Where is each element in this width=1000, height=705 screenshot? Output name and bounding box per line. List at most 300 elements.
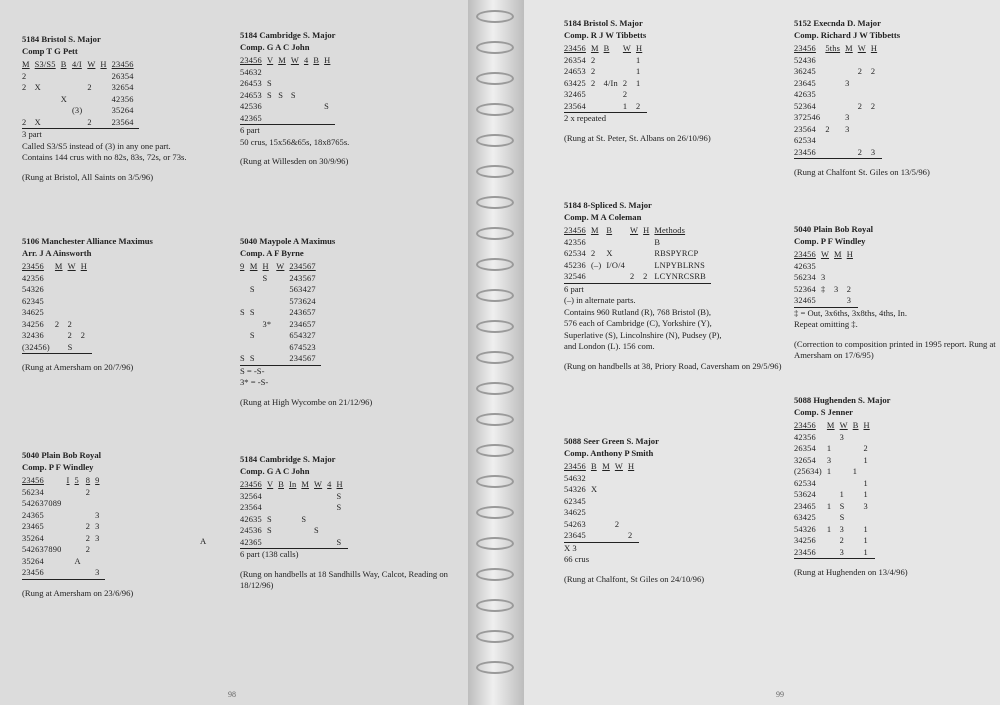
table-cell: 1 xyxy=(826,524,832,534)
table-row xyxy=(240,90,335,102)
table-row xyxy=(240,491,348,503)
table-cell: S xyxy=(839,501,845,511)
table-row xyxy=(22,307,92,319)
composition-note: (–) in alternate parts. xyxy=(564,295,636,305)
table-cell: 32465 xyxy=(794,295,821,307)
table-cell: 23564 xyxy=(564,101,591,113)
spiral-ring xyxy=(476,351,514,364)
column-header: B xyxy=(603,44,610,53)
table-row xyxy=(240,525,348,537)
table-cell xyxy=(313,113,324,125)
table-cell xyxy=(840,443,853,455)
table-cell: 243567 xyxy=(289,273,316,283)
table-cell: 26354 xyxy=(794,444,816,453)
table-cell: 23564 xyxy=(240,503,262,512)
table-cell: 54326 xyxy=(564,485,586,494)
spiral-ring xyxy=(476,630,514,643)
column-header: 8 xyxy=(85,476,91,485)
spiral-ring xyxy=(476,41,514,54)
spiral-ring xyxy=(476,413,514,426)
column-header: W xyxy=(857,44,866,53)
composition-note: S = -S- xyxy=(240,365,265,376)
table-cell xyxy=(858,124,871,136)
table-cell xyxy=(591,530,602,542)
table-cell xyxy=(825,101,845,113)
table-cell xyxy=(871,112,882,124)
table-cell xyxy=(55,284,68,296)
column-header: W xyxy=(839,421,848,430)
table-cell xyxy=(75,533,86,545)
table-cell xyxy=(72,71,87,83)
table-cell: 674523 xyxy=(289,342,316,352)
calling-table xyxy=(794,420,875,559)
table-cell xyxy=(845,135,858,147)
spiral-ring xyxy=(476,320,514,333)
table-cell xyxy=(276,296,289,308)
table-cell: 3 xyxy=(834,284,839,294)
composer-line: Comp. M A Coleman xyxy=(564,211,642,222)
table-cell xyxy=(86,510,95,522)
column-header: 4 xyxy=(303,56,309,65)
table-cell: 53624 xyxy=(794,490,816,499)
calling-table xyxy=(22,475,105,580)
table-header-row xyxy=(240,479,348,491)
table-cell xyxy=(630,237,643,249)
table-cell: 4/In xyxy=(603,78,618,88)
table-cell xyxy=(250,296,263,308)
table-cell xyxy=(858,112,871,124)
peal-footer: (Rung on handbells at 18 Sandhills Way, Calcot, Reading on 18/12/96) xyxy=(240,568,448,590)
composition-title: 5040 Maypole A Maximus xyxy=(240,236,336,246)
table-cell: (25634) xyxy=(794,467,822,476)
table-cell xyxy=(276,284,289,296)
spiral-ring xyxy=(476,289,514,302)
table-cell: 3 xyxy=(845,78,850,88)
table-cell: 42356 xyxy=(22,273,44,283)
table-cell xyxy=(81,284,92,296)
composer-line: Comp T G Pett xyxy=(22,45,78,56)
table-cell: 2 xyxy=(846,284,852,294)
table-row xyxy=(564,237,711,249)
table-cell xyxy=(278,514,289,526)
table-cell: S xyxy=(839,513,845,522)
peal-footer: (Rung at St. Peter, St. Albans on 26/10/96) xyxy=(564,132,711,143)
table-cell: X xyxy=(35,117,61,129)
table-cell xyxy=(602,530,615,542)
peal-footer: (Rung at Chalfont, St Giles on 24/10/96) xyxy=(564,573,705,584)
column-header: 23456 xyxy=(794,44,816,53)
table-cell xyxy=(606,271,630,283)
column-header: B xyxy=(590,462,597,471)
table-row xyxy=(22,330,92,342)
table-row xyxy=(240,67,335,79)
table-header-row xyxy=(564,225,711,237)
peal-footer: (Rung on handbells at 38, Priory Road, Caversham on 29/5/96) xyxy=(564,360,782,371)
table-cell: 2 xyxy=(622,90,628,99)
table-cell xyxy=(591,507,602,519)
table-cell xyxy=(845,147,858,159)
column-header: I xyxy=(66,476,70,485)
table-cell: 1 xyxy=(863,547,874,559)
table-row xyxy=(22,319,92,331)
table-cell xyxy=(604,55,623,67)
table-cell xyxy=(95,498,104,510)
table-cell: 2 xyxy=(636,101,647,113)
spiral-ring xyxy=(476,72,514,85)
table-cell xyxy=(827,489,840,501)
table-cell: 1 xyxy=(826,467,832,476)
table-cell: S xyxy=(336,503,342,512)
table-row xyxy=(240,319,321,331)
composition-note: X 3 xyxy=(564,542,577,553)
table-cell: 1 xyxy=(623,101,636,113)
calling-table xyxy=(564,43,647,113)
table-row xyxy=(22,284,92,296)
composition-title: 5184 Cambridge S. Major xyxy=(240,454,336,464)
table-row xyxy=(240,307,321,319)
table-cell xyxy=(263,330,277,342)
column-header: 23456 xyxy=(564,44,586,53)
table-cell: S xyxy=(240,308,245,317)
table-cell xyxy=(67,544,75,556)
column-header: M xyxy=(54,262,63,271)
composer-line: Comp. P F Windley xyxy=(22,461,94,472)
table-cell: 2 xyxy=(590,67,596,76)
table-cell xyxy=(301,502,314,514)
column-header: B xyxy=(606,226,613,235)
table-cell: 42356 xyxy=(111,94,134,104)
table-cell xyxy=(68,273,81,285)
table-cell: 23465 xyxy=(794,501,816,511)
table-cell: 42356 xyxy=(794,432,816,442)
peal-footer: (Rung at High Wycombe on 21/12/96) xyxy=(240,396,373,407)
table-cell xyxy=(845,55,858,67)
composition-note: 50 crus, 15x56&65s, 18x8765s. xyxy=(240,136,350,147)
table-cell xyxy=(602,507,615,519)
table-row xyxy=(240,101,335,113)
table-cell xyxy=(840,466,853,478)
table-cell: 654327 xyxy=(289,331,316,340)
table-cell xyxy=(35,94,61,106)
column-header: M xyxy=(845,44,853,53)
table-cell xyxy=(847,272,858,284)
table-cell xyxy=(304,113,313,125)
composition-block xyxy=(22,34,222,183)
table-cell xyxy=(278,525,289,537)
table-cell xyxy=(87,105,100,117)
peal-footer: (Rung at Willesden on 30/9/96) xyxy=(240,156,349,166)
column-header: H xyxy=(636,44,643,53)
table-cell xyxy=(22,94,35,106)
composition-block xyxy=(240,454,450,592)
table-cell xyxy=(628,484,639,496)
composition-title: 5088 Seer Green S. Major xyxy=(564,436,659,446)
table-cell xyxy=(289,514,301,526)
table-cell xyxy=(313,78,324,90)
table-row xyxy=(564,78,647,90)
table-cell: 1 xyxy=(636,78,641,88)
table-cell: 26354 xyxy=(564,55,586,65)
table-cell: 32546 xyxy=(564,271,591,283)
table-row xyxy=(22,533,105,545)
table-row xyxy=(22,521,105,533)
table-cell xyxy=(278,491,289,503)
composition-note: 2 x repeated xyxy=(564,113,606,123)
table-cell xyxy=(337,514,348,526)
table-cell xyxy=(591,89,604,101)
table-row xyxy=(794,535,875,547)
table-cell xyxy=(276,307,289,319)
calling-table xyxy=(564,225,711,284)
calling-table xyxy=(240,479,348,549)
table-cell: 24365 xyxy=(22,510,44,520)
table-cell xyxy=(240,273,250,285)
table-cell: 23564 xyxy=(112,117,139,129)
table-cell: S xyxy=(301,514,307,524)
table-cell xyxy=(827,535,840,547)
column-header: W xyxy=(276,262,285,271)
spiral-ring xyxy=(476,506,514,519)
composition-title: 5184 Bristol S. Major xyxy=(564,18,643,28)
table-cell xyxy=(68,307,81,319)
composition-title: 5184 Bristol S. Major xyxy=(22,34,101,44)
table-cell: 23645 xyxy=(794,78,816,88)
table-row xyxy=(22,510,105,522)
page-number: 98 xyxy=(228,690,236,699)
table-cell xyxy=(853,501,864,513)
composition-note: 3 part xyxy=(22,129,42,139)
spiral-ring xyxy=(476,444,514,457)
composition-title: 5040 Plain Bob Royal xyxy=(794,224,874,234)
table-row xyxy=(22,71,139,83)
table-cell: 3 xyxy=(847,295,858,307)
table-cell xyxy=(86,567,95,579)
composition-title: 5040 Plain Bob Royal xyxy=(22,450,102,460)
column-header: H xyxy=(863,421,870,430)
table-cell: 3 xyxy=(820,273,826,282)
table-cell xyxy=(840,478,853,490)
table-cell: 54632 xyxy=(564,473,586,483)
table-cell xyxy=(606,237,630,249)
table-cell xyxy=(75,521,86,533)
table-cell: 42635 xyxy=(240,514,262,524)
table-cell: 1 xyxy=(863,524,868,534)
table-cell xyxy=(602,496,615,508)
table-cell xyxy=(267,113,278,125)
table-cell: 23564 xyxy=(794,124,816,134)
table-cell xyxy=(853,432,864,444)
composer-line: Comp. Richard J W Tibbetts xyxy=(794,29,901,40)
table-row xyxy=(794,89,882,101)
table-cell xyxy=(267,537,278,549)
table-row xyxy=(564,496,639,508)
table-cell: 2 xyxy=(67,331,72,340)
table-cell xyxy=(863,512,874,524)
column-header: 23456 xyxy=(564,462,586,471)
table-cell xyxy=(324,90,335,102)
table-cell xyxy=(289,537,301,549)
table-cell xyxy=(324,78,335,90)
column-header: B xyxy=(313,56,320,65)
table-cell xyxy=(327,525,336,537)
table-row xyxy=(794,78,882,90)
table-cell: 2 xyxy=(85,487,91,497)
table-cell xyxy=(821,295,834,307)
table-cell xyxy=(314,491,327,503)
composition-title: 5184 Cambridge S. Major xyxy=(240,30,336,40)
table-cell xyxy=(314,537,327,549)
table-cell: 2 xyxy=(870,67,876,76)
table-cell: 1 xyxy=(636,67,641,76)
column-header: W xyxy=(87,60,96,69)
table-cell: 63425 xyxy=(794,513,816,522)
table-cell xyxy=(858,78,871,90)
right-page xyxy=(512,0,1000,705)
table-row xyxy=(22,556,105,568)
table-cell: 42356 xyxy=(564,237,586,247)
table-cell: 23645 xyxy=(564,530,591,542)
column-header: 23456 xyxy=(22,476,44,485)
column-header: 9 xyxy=(240,262,245,271)
table-header-row xyxy=(564,461,639,473)
table-row xyxy=(22,544,105,556)
table-cell xyxy=(87,94,100,106)
spiral-ring xyxy=(476,258,514,271)
table-cell xyxy=(827,512,840,524)
table-cell xyxy=(67,567,75,579)
table-cell: 2 xyxy=(857,101,863,111)
table-cell xyxy=(853,478,864,490)
table-cell xyxy=(604,66,623,78)
table-cell xyxy=(327,514,336,526)
column-header: 5 xyxy=(74,476,79,485)
column-header: H xyxy=(643,226,650,235)
composition-note: ‡ = Out, 3x6ths, 3x8ths, 4ths, In. xyxy=(794,307,907,318)
column-header: W xyxy=(314,480,323,489)
composer-line: Comp. G A C John xyxy=(240,41,310,52)
table-row xyxy=(564,519,639,531)
composition-block xyxy=(22,236,222,374)
table-header-row xyxy=(240,261,321,273)
table-cell: 24653 xyxy=(564,67,586,76)
table-cell: ‡ xyxy=(820,284,826,294)
table-cell xyxy=(100,117,111,129)
table-cell: 2 xyxy=(85,545,91,554)
table-cell: 234567 xyxy=(289,353,320,365)
table-cell: X xyxy=(606,249,613,258)
table-row xyxy=(22,117,139,129)
table-cell xyxy=(324,113,335,125)
table-header-row xyxy=(794,43,882,55)
table-cell: 3 xyxy=(840,547,853,559)
table-cell xyxy=(623,66,636,78)
table-row xyxy=(794,147,882,159)
table-cell: S xyxy=(314,526,319,535)
column-header: In xyxy=(288,480,297,489)
column-header: Methods xyxy=(654,226,686,235)
table-cell: 2 xyxy=(54,319,60,329)
table-cell: 32654 xyxy=(794,455,816,465)
table-cell: S xyxy=(266,79,272,88)
table-cell: 2 xyxy=(67,319,72,329)
composition-title: 5152 Execnda D. Major xyxy=(794,18,881,28)
table-cell xyxy=(825,55,845,67)
table-cell xyxy=(240,342,250,354)
table-cell xyxy=(276,319,289,331)
composition-note: and London (L). 156 com. xyxy=(564,341,655,351)
table-row xyxy=(564,248,711,260)
table-cell: 2 xyxy=(590,55,596,65)
spiral-ring xyxy=(476,661,514,674)
table-cell: 2 xyxy=(22,117,35,129)
table-row xyxy=(794,124,882,136)
composition-block xyxy=(240,30,450,168)
column-header: M xyxy=(301,480,310,489)
table-cell xyxy=(853,489,864,501)
table-header-row xyxy=(22,475,105,487)
table-cell xyxy=(591,473,602,485)
table-cell: 42365 xyxy=(240,537,267,549)
table-cell xyxy=(291,67,304,79)
table-cell xyxy=(240,330,250,342)
table-cell: 3 xyxy=(845,113,850,122)
table-cell: 32436 xyxy=(22,331,44,340)
spiral-ring xyxy=(476,382,514,395)
table-row xyxy=(794,112,882,124)
table-cell: 1 xyxy=(863,478,868,488)
composition-note: 6 part xyxy=(564,283,584,294)
table-cell xyxy=(267,67,278,79)
column-header: B xyxy=(60,60,67,69)
table-cell: 1 xyxy=(863,536,868,545)
table-cell xyxy=(100,71,111,83)
table-cell: 35264 xyxy=(22,533,44,543)
column-header: H xyxy=(324,56,331,65)
composer-line: Comp. Anthony P Smith xyxy=(564,447,654,458)
spiral-ring xyxy=(476,568,514,581)
table-cell: 573624 xyxy=(289,296,316,306)
table-cell: S xyxy=(278,90,284,100)
table-cell: 32564 xyxy=(240,491,262,501)
calling-table xyxy=(564,461,639,543)
table-cell xyxy=(825,147,845,159)
table-cell: 23456 xyxy=(794,547,827,559)
page-number: 99 xyxy=(776,690,784,699)
table-cell xyxy=(278,101,291,113)
table-cell: 26354 xyxy=(111,71,134,81)
table-cell xyxy=(289,491,301,503)
table-cell: S xyxy=(250,353,263,365)
table-row xyxy=(22,487,105,499)
table-cell: 1 xyxy=(852,467,858,476)
calling-table xyxy=(240,55,335,125)
table-cell: 23465 xyxy=(22,522,44,531)
table-cell: 34625 xyxy=(22,308,44,317)
table-cell xyxy=(863,432,874,444)
table-row xyxy=(22,273,92,285)
table-cell: 2 xyxy=(630,271,643,283)
column-header: M xyxy=(590,44,599,53)
table-cell: S xyxy=(240,353,250,365)
table-row xyxy=(22,498,105,510)
table-cell: S xyxy=(249,308,255,317)
table-cell: 2 xyxy=(590,249,596,258)
composition-note: 3* = -S- xyxy=(240,377,269,387)
table-cell xyxy=(628,473,639,485)
table-row xyxy=(240,342,321,354)
table-cell xyxy=(100,105,111,117)
table-cell xyxy=(845,66,858,78)
